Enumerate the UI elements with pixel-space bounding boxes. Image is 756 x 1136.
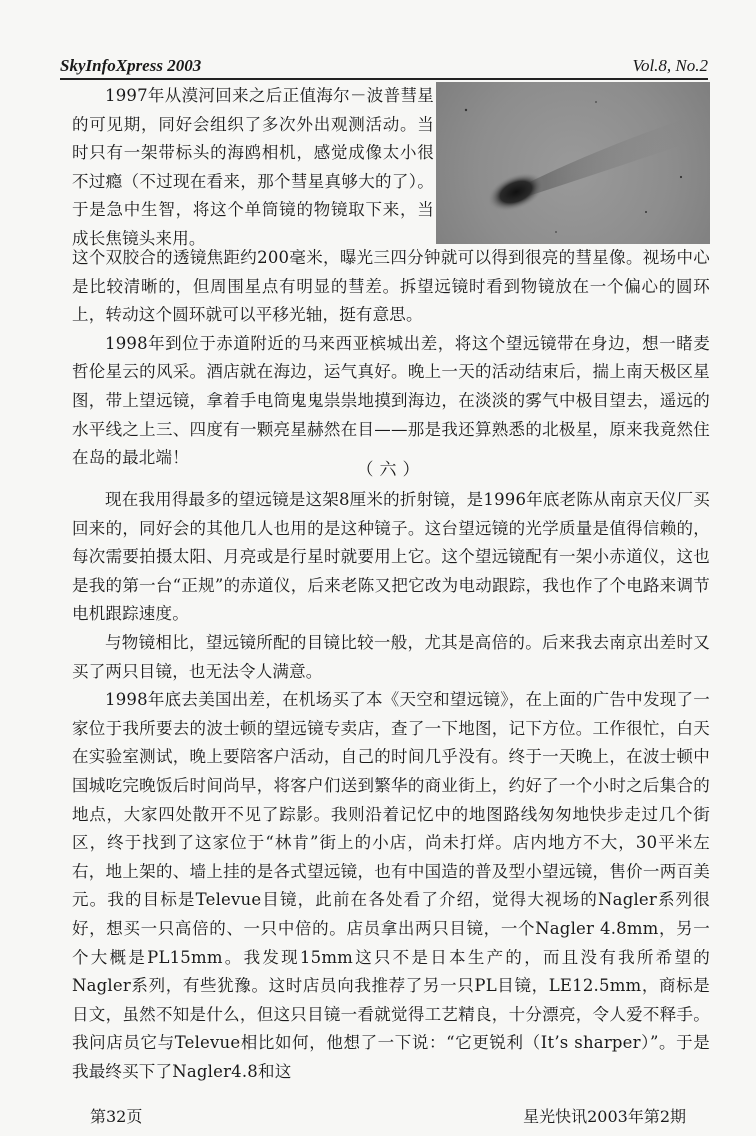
page-number: 第32页 [90,1107,143,1126]
header-publication: SkyInfoXpress 2003 [60,56,202,75]
paragraph-2: 1998年到位于赤道附近的马来西亚槟城出差，将这个望远镜带在身边，想一睹麦哲伦星云的风采。酒店就在海边，运气真好。晚上一天的活动结束后，揣上南天极区星图，带上望远镜，拿着手电筒鬼鬼祟祟地摸到海边，在淡淡的雾气中极目望去，遥远的水平线之上三、四度有一颗亮星赫然在目——那是我还算熟悉的北极星，原来我竟然住在岛的最北端！ [72,333,710,468]
paragraph-text: 1997年从漠河回来之后正值海尔－波普彗星的可见期，同好会组织了多次外出观测活动。当时只有一架带标头的海鸥相机，感觉成像太小很不过瘾（不过现在看来，那个彗星真够大的了）。于是急中生智，将这个单筒镜的物镜取下来，当成长焦镜头来用。 [72,86,434,248]
paragraph-3: 现在我用得最多的望远镜是这架8厘米的折射镜，是1996年底老陈从南京天仪厂买回来的，同好会的其他几人也用的是这种镜子。这台望远镜的光学质量是值得信赖的，每次需要拍摄太阳、月亮或是行星时就要用上它。这个望远镜配有一架小赤道仪，这也是我的第一台“正规”的赤道仪，后来老陈又把它改为电动跟踪，我也作了个电路来调节电机跟踪速度。 [72,490,710,624]
footer-issue: 星光快讯2003年第2期 [523,1107,686,1126]
comet-image [436,82,710,244]
comet-photo [436,82,710,244]
paragraph-block-2 [72,486,710,1086]
paragraph-1-continued: 这个双胶合的透镜焦距约200毫米，曝光三四分钟就可以得到很亮的彗星像。视场中心是比较清晰的，但周围星点有明显的彗差。拆望远镜时看到物镜放在一个偏心的圆环上，转动这个圆环就可以平移光轴，挺有意思。 [72,248,710,325]
paragraph-block-1 [72,244,710,473]
header-volume: Vol.8, No.2 [632,56,708,75]
paragraph-1-wrapped [72,82,434,254]
paragraph-4: 与物镜相比，望远镜所配的目镜比较一般，尤其是高倍的。后来我去南京出差时又买了两只目镜，也无法令人满意。 [72,632,710,681]
section-heading: （六） [356,460,426,480]
running-header [60,56,708,80]
paragraph-5: 1998年底去美国出差，在机场买了本《天空和望远镜》，在上面的广告中发现了一家位于我所要去的波士顿的望远镜专卖店，查了一下地图，记下方位。工作很忙，白天在实验室测试，晚上要陪客户活动，自己的时间几乎没有。终于一天晚上，在波士顿中国城吃完晚饭后时间尚早，将客户们送到繁华的商业街上，约好了一个小时之后集合的地点，大家四处散开不见了踪影。我则沿着记忆中的地图路线匆匆地快步走过几个街区，终于找到了这家位于“林肯”街上的小店，尚未打烊。店内地方不大，30平米左右，地上架的、墙上挂的是各式望远镜，也有中国造的普及型小望远镜，售价一两百美元。我的目标是Televue目镜，此前在各处看了介绍，觉得大视场的Nagler系列很好，想买一只高倍的、一只中倍的。店员拿出两只目镜，一个Nagler 4.8mm，另一个大概是PL15mm。我发现15mm这只不是日本生产的，而且没有我所希望的Nagler系列，有些犹豫。这时店员向我推荐了另一只PL目镜，LE12.5mm，商标是日文，虽然不知是什么，但这只目镜一看就觉得工艺精良，十分漂亮，令人爱不释手。我问店员它与Televue相比如何，他想了一下说：“它更锐利（It’s sharper）”。于是我最终买下了Nagler4.8和这 [72,690,710,1081]
